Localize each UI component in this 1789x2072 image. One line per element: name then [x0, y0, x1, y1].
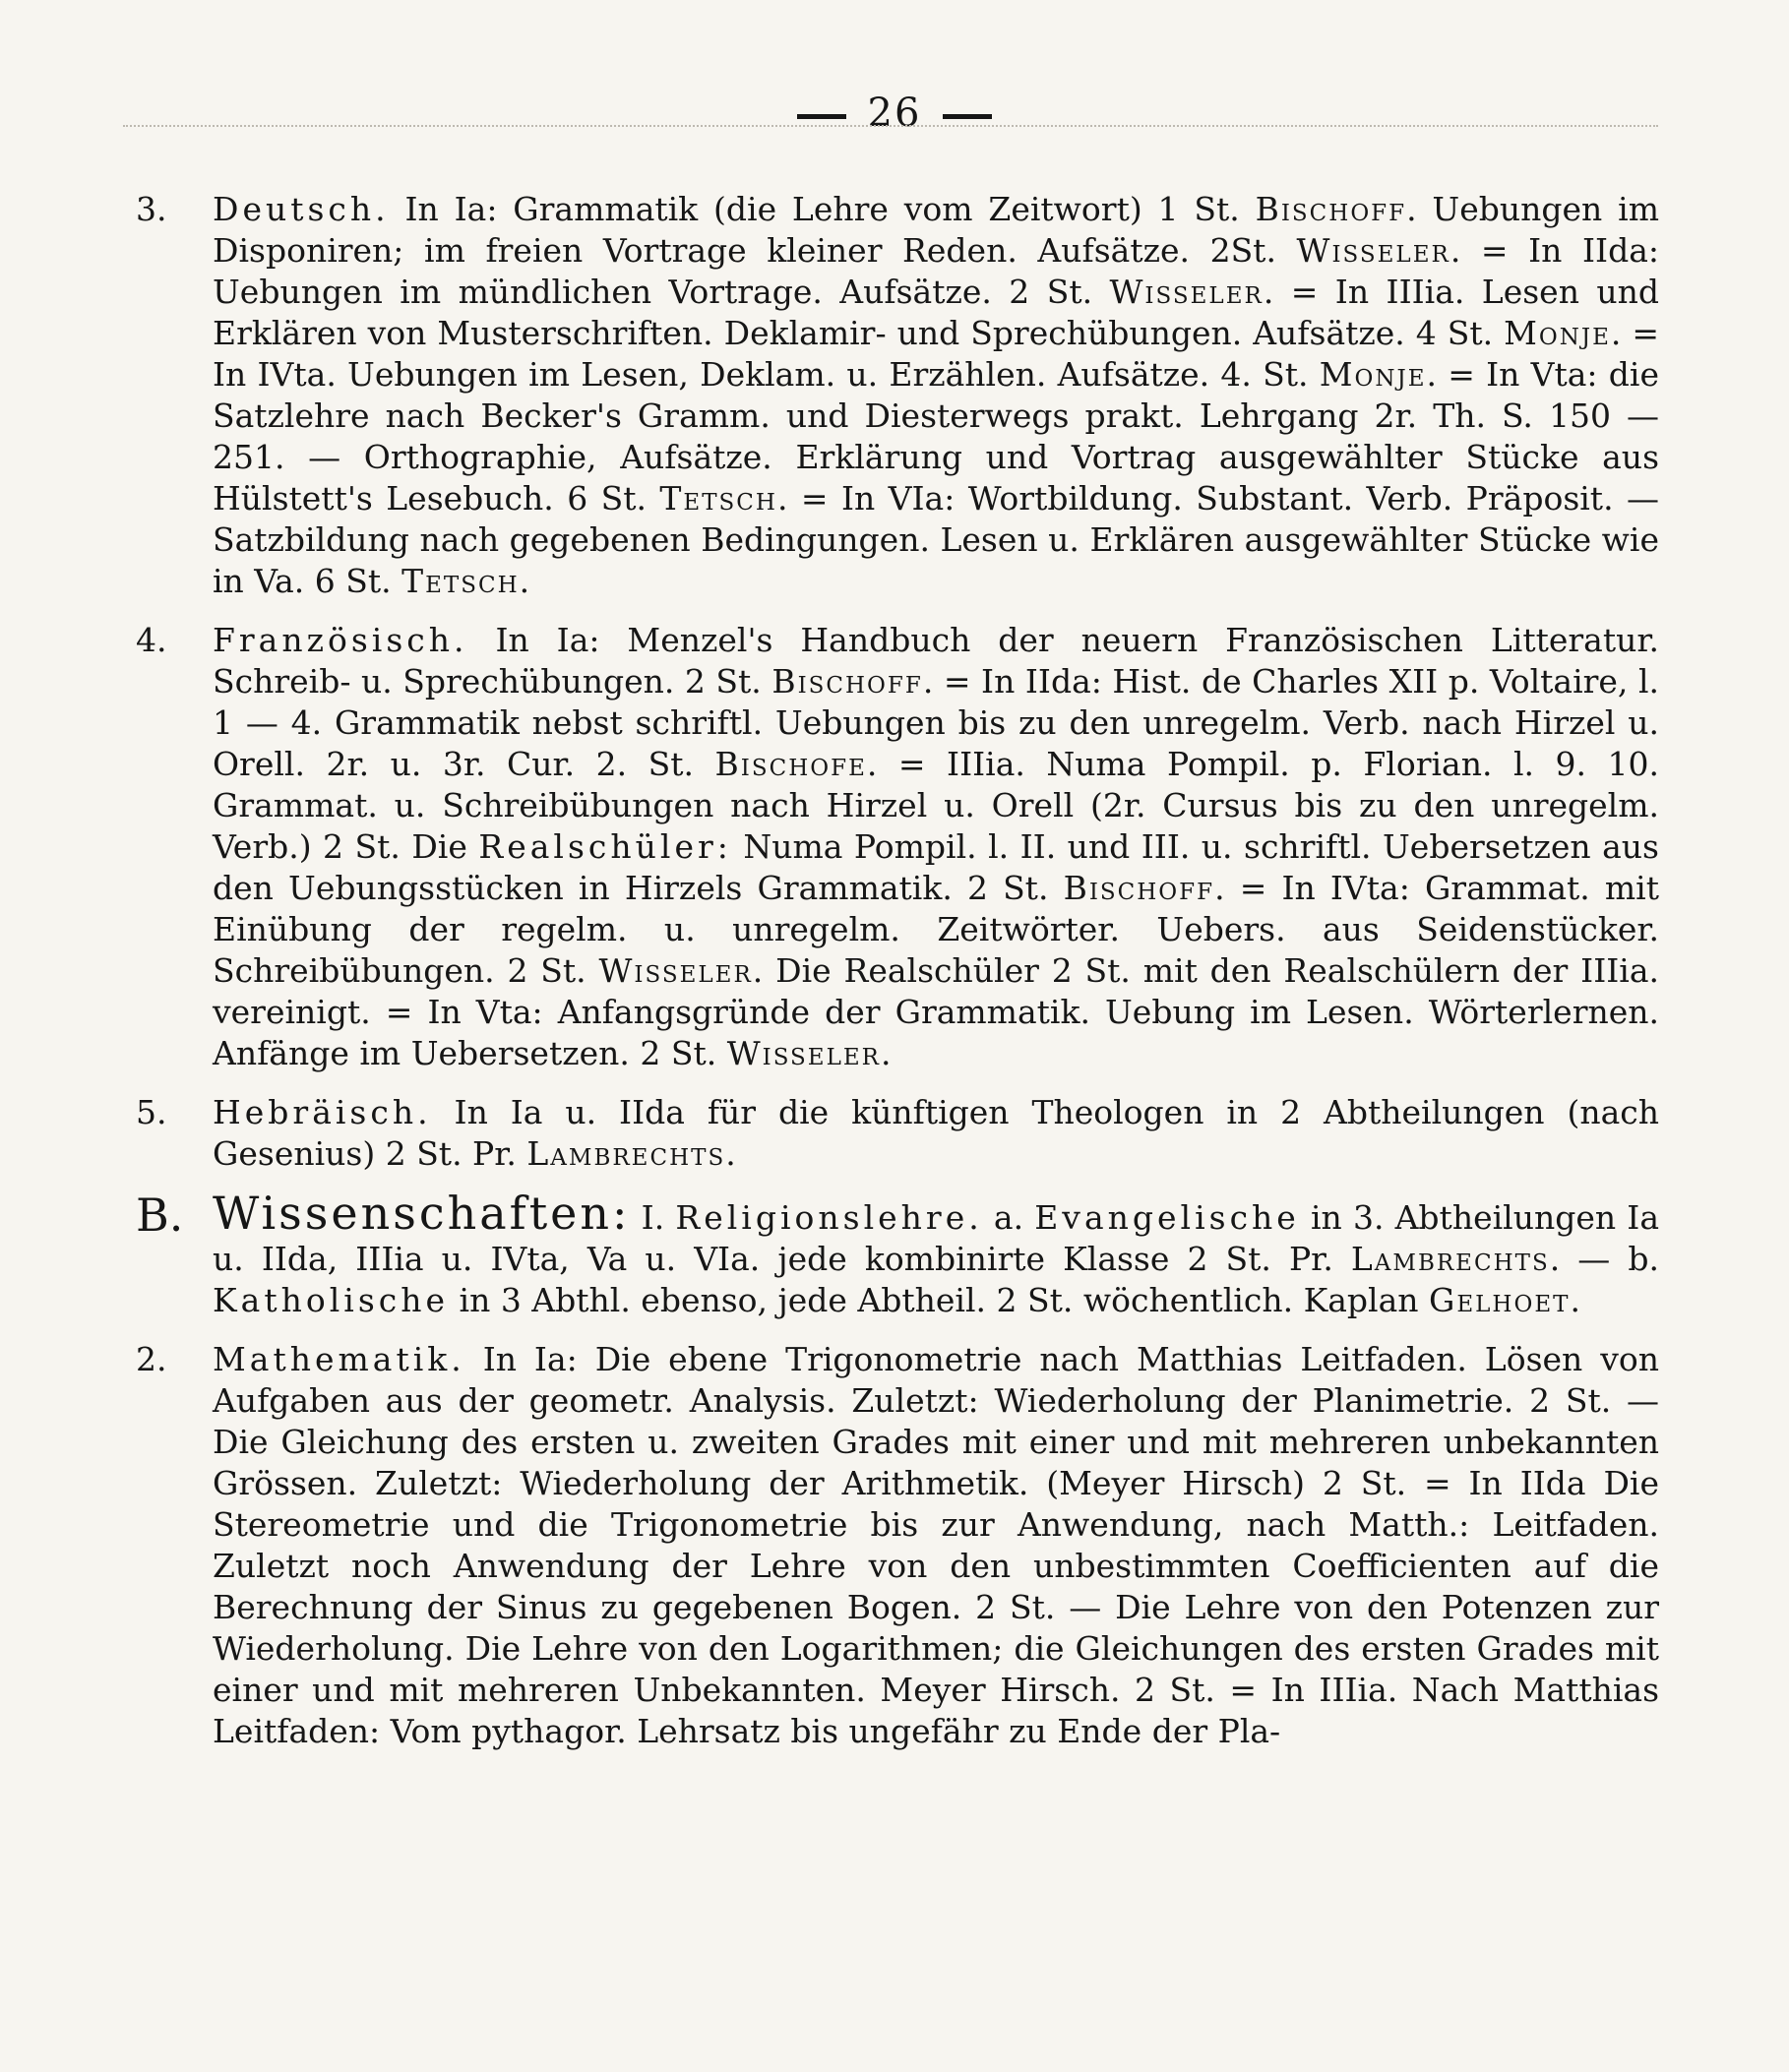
- page-header: [0, 91, 1789, 136]
- section-hebraeisch: [136, 1092, 1659, 1175]
- section-wissenschaften: [136, 1187, 1659, 1321]
- text-run: a.: [982, 1198, 1035, 1237]
- text-run: .: [725, 1134, 736, 1173]
- section-number: 5.: [136, 1093, 167, 1131]
- section-text: [213, 621, 1659, 1072]
- header-rule: [123, 125, 1658, 127]
- section-number: 4.: [136, 621, 167, 659]
- section-number: 3.: [136, 190, 167, 228]
- spaced-term: Evangelische: [1034, 1198, 1300, 1237]
- teacher-name: Bischoff: [1063, 869, 1215, 907]
- section-deutsch: [136, 189, 1659, 602]
- section-mathematik: [136, 1339, 1659, 1752]
- text-run: . Die Realschüler 2 St. mit den Realschülern der IIIia. vereinigt. = In Vta: Anfangsgründe der Grammatik. Uebung im Lesen. Wörterlernen. Anfänge im Uebersetzen. 2 St.: [213, 951, 1659, 1072]
- teacher-name: Wisseler: [598, 951, 753, 990]
- section-heading: Französisch.: [213, 621, 468, 659]
- text-run: . = In VIa: Wortbildung. Substant. Verb. Präposit. — Satzbildung nach gegebenen Bedingungen. Lesen u. Erklären ausgewählter Stücke wie in Va. 6 St.: [213, 479, 1659, 600]
- teacher-name: Tetsch: [401, 562, 520, 600]
- teacher-name: Gelhoet: [1429, 1281, 1571, 1319]
- teacher-name: Lambrechts: [526, 1134, 726, 1173]
- text-run: . = In IVta. Uebungen im Lesen, Deklam. u. Erzählen. Aufsätze. 4. St.: [213, 314, 1659, 394]
- text-run: . = In IIda: Hist. de Charles XII p. Voltaire, l. 1 — 4. Grammatik nebst schriftl. Uebungen bis zu den unregelm. Verb. nach Hirzel u. Orell. 2r. u. 3r. Cur. 2. St.: [213, 662, 1659, 783]
- text-run: . = In IIIia. Lesen und Erklären von Musterschriften. Deklamir- und Sprechübungen. Aufsätze. 4 St.: [213, 273, 1660, 352]
- text-run: . = In IIda: Uebungen im mündlichen Vortrage. Aufsätze. 2 St.: [213, 231, 1660, 311]
- teacher-name: Monje: [1319, 355, 1427, 394]
- text-run: . — b.: [1549, 1240, 1659, 1278]
- text-run: . = In IVta: Grammat. mit Einübung der regelm. u. unregelm. Zeitwörter. Uebers. aus Seidenstücker. Schreibübungen. 2 St.: [213, 869, 1659, 990]
- page-body: [136, 189, 1659, 1770]
- teacher-name: Monje: [1504, 314, 1611, 352]
- teacher-name: Wisseler: [1109, 273, 1264, 311]
- teacher-name: Bischoff: [771, 662, 923, 701]
- text-run: In Ia u. IIda für die künftigen Theologen in 2 Abtheilungen (nach Gesenius) 2 St. Pr.: [213, 1093, 1659, 1173]
- spaced-term: Religionslehre.: [675, 1198, 983, 1237]
- spaced-term: Realschüler:: [478, 827, 732, 866]
- text-run: In Ia: Die ebene Trigonometrie nach Matthias Leitfaden. Lösen von Aufgaben aus der geometr. Analysis. Zuletzt: Wiederholung der Planimetrie. 2 St. — Die Gleichung des ersten u. zweiten Grades mit einer und mit mehreren unbekannten Grössen. Zuletzt: Wiederholung der Arithmetik. (Meyer Hirsch) 2 St. = In IIda Die Stereometrie und die Trigonometrie bis zur Anwendung, nach Matth.: Leitfaden. Zuletzt noch Anwendung der Lehre von den unbestimmten Coefficienten auf die Berechnung der Sinus zu gegebenen Bogen. 2 St. — Die Lehre von den Potenzen zur Wiederholung. Die Lehre von den Logarithmen; die Gleichungen des ersten Grades mit einer und mit mehreren Unbekannten. Meyer Hirsch. 2 St. = In IIIia. Nach Matthias Leitfaden: Vom pythagor. Lehrsatz bis ungefähr zu Ende der Pla-: [213, 1340, 1659, 1750]
- text-run: .: [519, 562, 530, 600]
- teacher-name: Tetsch: [659, 479, 777, 518]
- section-text: [213, 1340, 1659, 1750]
- text-run: In Ia: Menzel's Handbuch der neuern Französischen Litteratur. Schreib- u. Sprechübungen. 2 St.: [213, 621, 1659, 701]
- page-number: 26: [867, 91, 922, 136]
- text-run: I.: [630, 1198, 676, 1237]
- spaced-term: Katholische: [213, 1281, 450, 1319]
- section-heading: Hebräisch.: [213, 1093, 432, 1131]
- text-run: . Uebungen im Disponiren; im freien Vortrage kleiner Reden. Aufsätze. 2St.: [213, 190, 1659, 270]
- teacher-name: Bischoff: [1255, 190, 1407, 228]
- section-number: B.: [136, 1188, 184, 1242]
- section-heading: Mathematik.: [213, 1340, 465, 1378]
- text-run: in 3. Abtheilungen Ia u. IIda, IIIia u. IVta, Va u. VIa. jede kombinirte Klasse 2 St. Pr.: [213, 1198, 1659, 1278]
- text-run: In Ia: Grammatik (die Lehre vom Zeitwort) 1 St.: [389, 190, 1256, 228]
- text-run: . = In Vta: die Satzlehre nach Becker's Gramm. und Diesterwegs prakt. Lehrgang 2r. Th. S. 150 — 251. — Orthographie, Aufsätze. Erklärung und Vortrag ausgewählter Stücke aus Hülstett's Lesebuch. 6 St.: [213, 355, 1659, 518]
- section-number: 2.: [136, 1340, 167, 1378]
- text-run: in 3 Abthl. ebenso, jede Abtheil. 2 St. wöchentlich. Kaplan: [449, 1281, 1429, 1319]
- text-run: Numa Pompil. l. II. und III. u. schriftl. Uebersetzen aus den Uebungsstücken in Hirzels Grammatik. 2 St.: [213, 827, 1659, 907]
- teacher-name: Wisseler: [726, 1034, 881, 1072]
- section-text: [213, 190, 1659, 600]
- text-run: . = IIIia. Numa Pompil. p. Florian. l. 9. 10. Grammat. u. Schreibübungen nach Hirzel u. Orell (2r. Cursus bis zu den unregelm. Verb.) 2 St. Die: [213, 745, 1659, 866]
- section-franzoesisch: [136, 620, 1659, 1074]
- section-heading: Wissenschaften:: [213, 1187, 631, 1240]
- teacher-name: Bischofe: [714, 745, 867, 783]
- teacher-name: Lambrechts: [1350, 1240, 1550, 1278]
- header-dash-left: [797, 114, 846, 119]
- section-heading: Deutsch.: [213, 190, 390, 228]
- text-run: .: [880, 1034, 892, 1072]
- header-dash-right: [943, 114, 992, 119]
- teacher-name: Wisseler: [1296, 231, 1450, 270]
- text-run: .: [1570, 1281, 1580, 1319]
